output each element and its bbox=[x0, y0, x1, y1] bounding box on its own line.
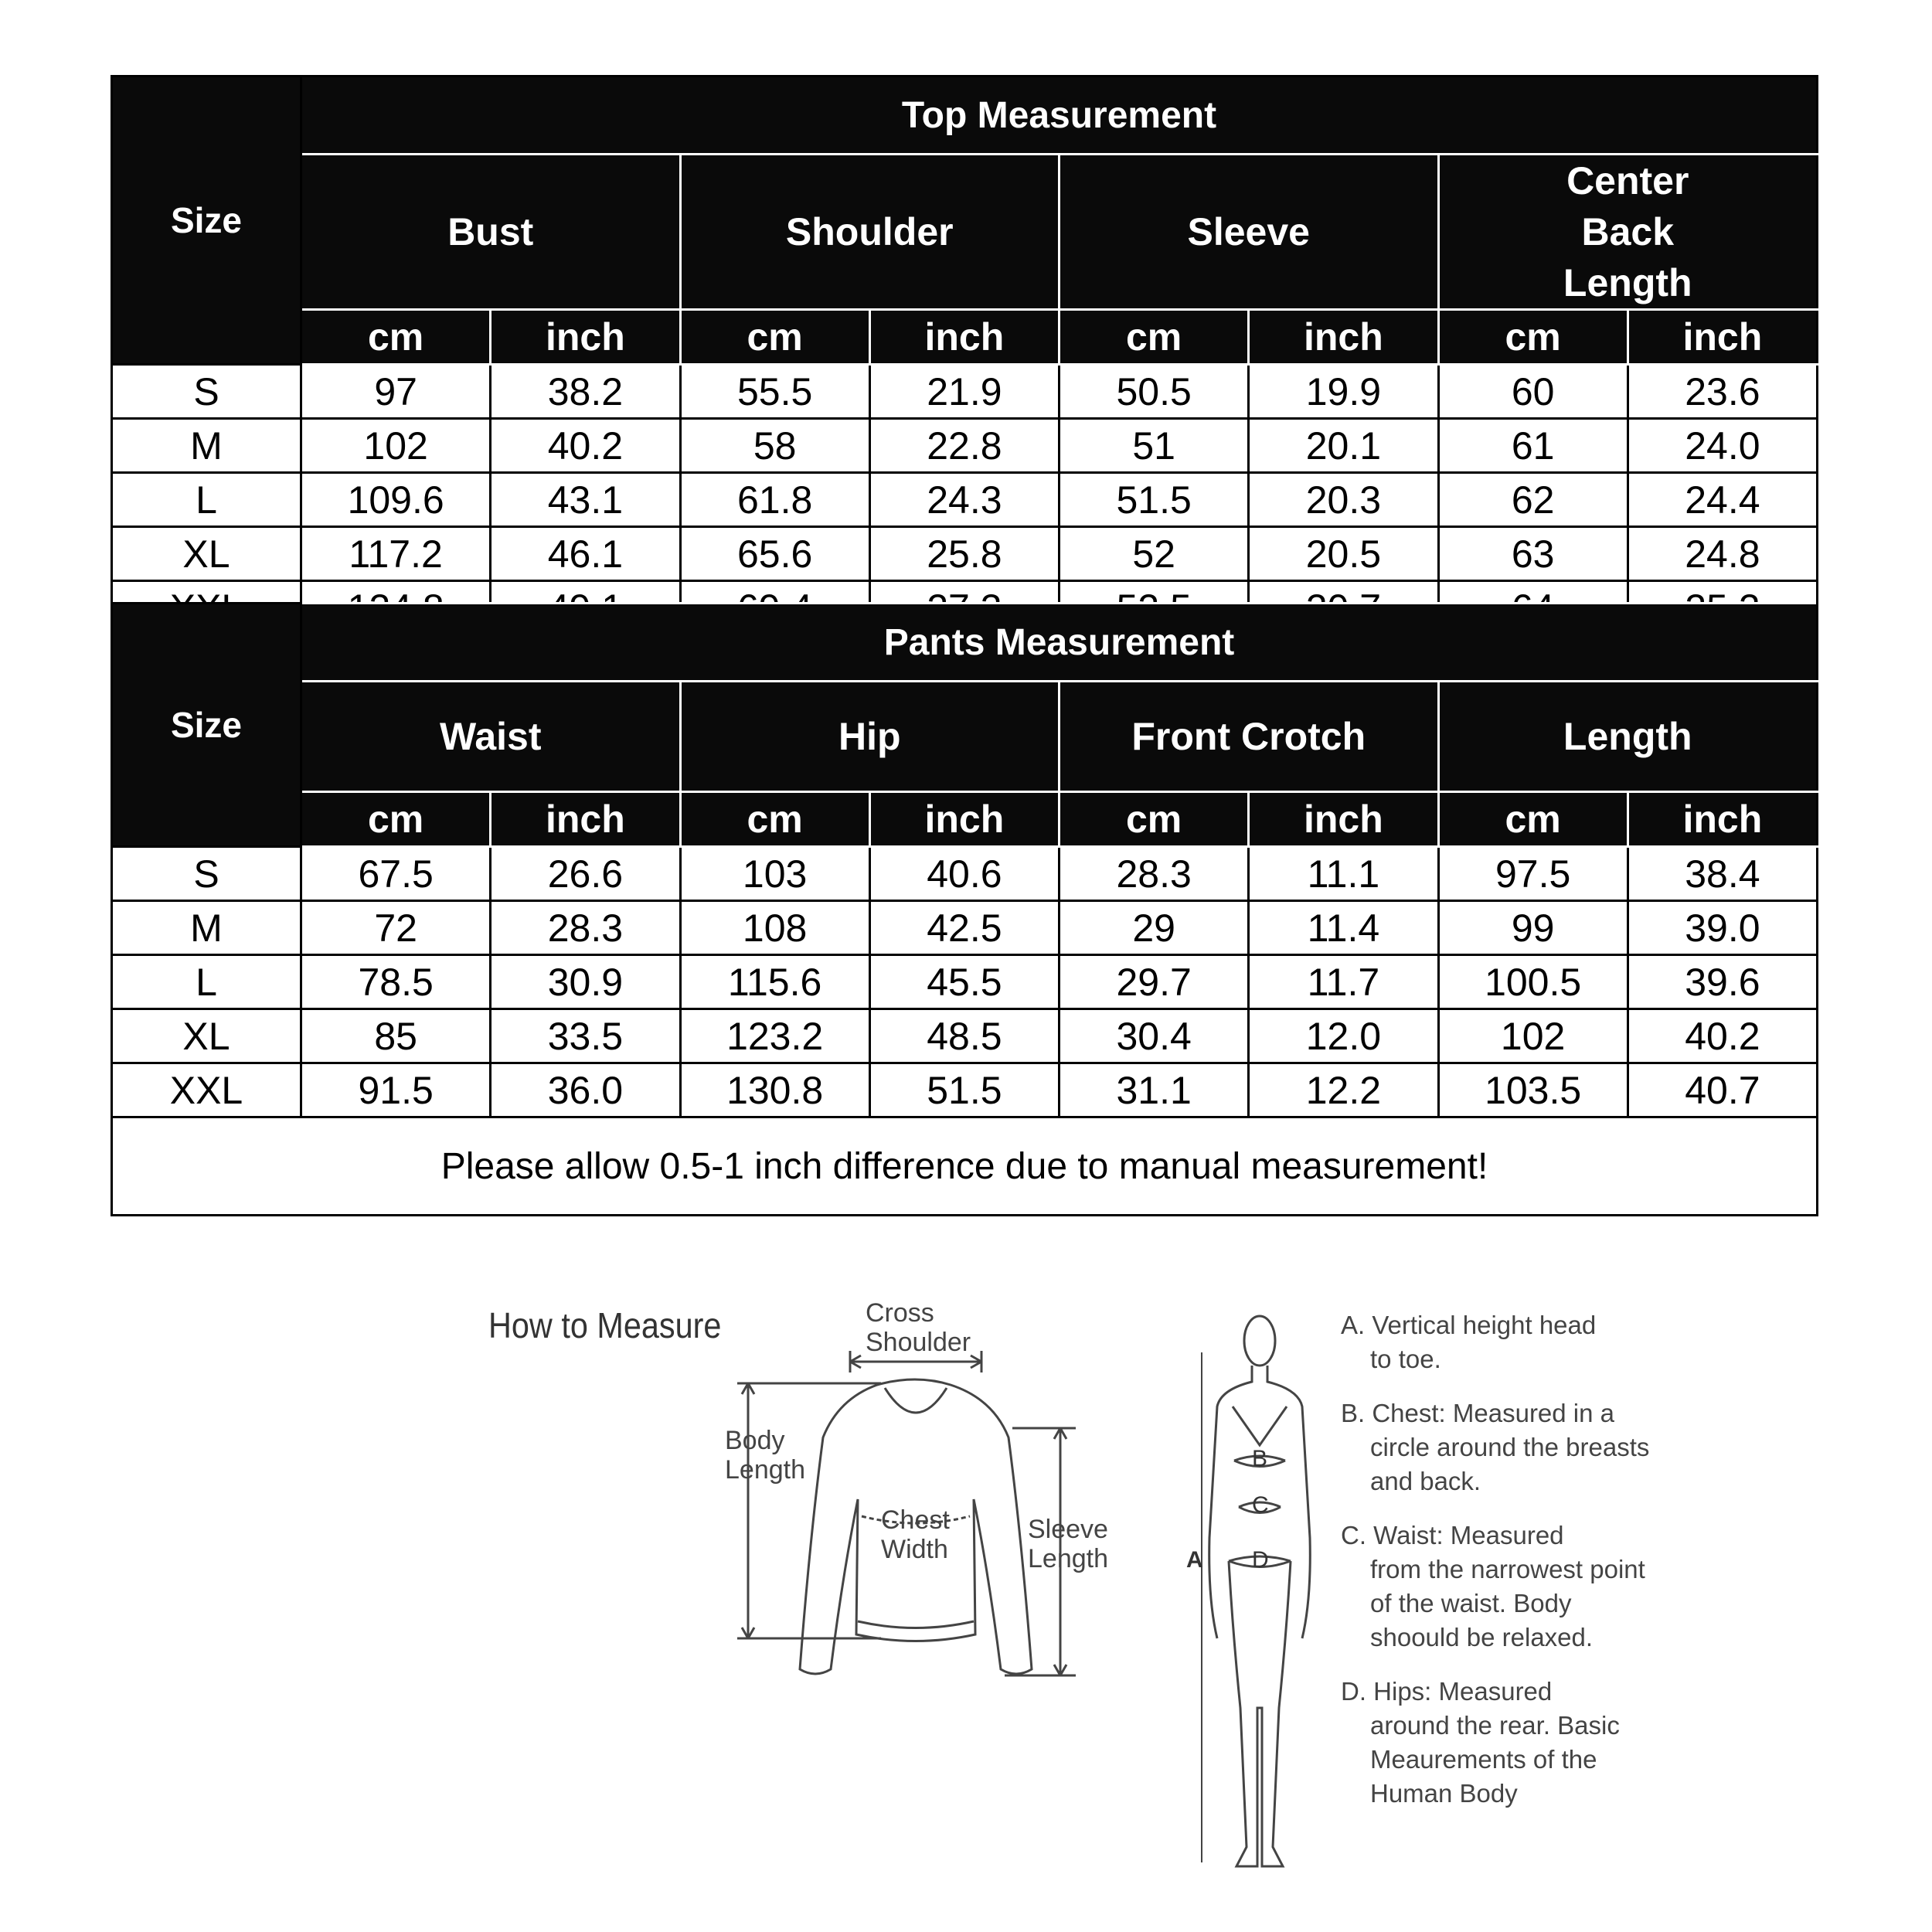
unit-cm: cm bbox=[301, 310, 491, 365]
value-cell: 20.5 bbox=[1249, 527, 1438, 581]
value-cell: 43.1 bbox=[491, 473, 680, 527]
value-cell: 46.1 bbox=[491, 527, 680, 581]
value-cell: 55.5 bbox=[680, 365, 869, 419]
value-cell: 99 bbox=[1438, 901, 1628, 955]
value-cell: 40.2 bbox=[1628, 1009, 1817, 1063]
body-marker-c: C bbox=[1252, 1492, 1269, 1518]
unit-inch: inch bbox=[1249, 310, 1438, 365]
value-cell: 12.0 bbox=[1249, 1009, 1438, 1063]
value-cell: 39.6 bbox=[1628, 955, 1817, 1009]
value-cell: 39.0 bbox=[1628, 901, 1817, 955]
value-cell: 22.8 bbox=[869, 419, 1059, 473]
value-cell: 30.9 bbox=[491, 955, 680, 1009]
value-cell: 38.2 bbox=[491, 365, 680, 419]
value-cell: 103 bbox=[680, 847, 869, 901]
chest-width-label: Chest Width bbox=[881, 1505, 950, 1564]
column-group-shoulder: Shoulder bbox=[680, 155, 1060, 310]
value-cell: 97.5 bbox=[1438, 847, 1628, 901]
size-cell: XXL bbox=[112, 1063, 301, 1117]
size-cell: M bbox=[112, 419, 301, 473]
unit-inch: inch bbox=[1628, 792, 1817, 847]
value-cell: 61 bbox=[1438, 419, 1628, 473]
legend-item-heading: D. Hips: Measured bbox=[1341, 1677, 1553, 1706]
table-row bbox=[112, 365, 1818, 419]
column-group-waist: Waist bbox=[301, 682, 681, 792]
table-row bbox=[112, 527, 1818, 581]
pants-table-body bbox=[112, 847, 1818, 1117]
unit-cm: cm bbox=[1438, 792, 1628, 847]
value-cell: 51.5 bbox=[1060, 473, 1249, 527]
table-row bbox=[112, 419, 1818, 473]
top-table-body bbox=[112, 365, 1818, 635]
value-cell: 72 bbox=[301, 901, 491, 955]
table-row bbox=[112, 847, 1818, 901]
legend-item-text: around the rear. Basic Meaurements of the Human Body bbox=[1370, 1711, 1620, 1808]
value-cell: 78.5 bbox=[301, 955, 491, 1009]
value-cell: 24.8 bbox=[1628, 527, 1817, 581]
value-cell: 48.5 bbox=[869, 1009, 1059, 1063]
value-cell: 51 bbox=[1060, 419, 1249, 473]
column-group-label: Center Back Length bbox=[1563, 159, 1692, 304]
column-group-front-crotch: Front Crotch bbox=[1060, 682, 1439, 792]
legend-item-heading: B. Chest: Measured in a bbox=[1341, 1399, 1615, 1427]
unit-inch: inch bbox=[869, 310, 1059, 365]
value-cell: 19.9 bbox=[1249, 365, 1438, 419]
value-cell: 24.0 bbox=[1628, 419, 1817, 473]
table-title: Top Measurement bbox=[301, 77, 1818, 155]
value-cell: 36.0 bbox=[491, 1063, 680, 1117]
value-cell: 20.3 bbox=[1249, 473, 1438, 527]
value-cell: 117.2 bbox=[301, 527, 491, 581]
value-cell: 42.5 bbox=[869, 901, 1059, 955]
body-marker-d: D bbox=[1252, 1547, 1269, 1573]
body-marker-b: B bbox=[1252, 1446, 1268, 1471]
size-cell: M bbox=[112, 901, 301, 955]
value-cell: 63 bbox=[1438, 527, 1628, 581]
unit-cm: cm bbox=[1060, 792, 1249, 847]
value-cell: 33.5 bbox=[491, 1009, 680, 1063]
sleeve-length-label: Sleeve Length bbox=[1028, 1515, 1108, 1573]
value-cell: 21.9 bbox=[869, 365, 1059, 419]
unit-cm: cm bbox=[680, 792, 869, 847]
cross-shoulder-label: Cross Shoulder bbox=[866, 1298, 971, 1357]
body-length-label: Body Length bbox=[725, 1426, 805, 1485]
value-cell: 11.4 bbox=[1249, 901, 1438, 955]
column-group-bust: Bust bbox=[301, 155, 681, 310]
unit-inch: inch bbox=[869, 792, 1059, 847]
size-cell: L bbox=[112, 955, 301, 1009]
value-cell: 26.6 bbox=[491, 847, 680, 901]
size-cell: S bbox=[112, 847, 301, 901]
value-cell: 51.5 bbox=[869, 1063, 1059, 1117]
legend-item-heading: C. Waist: Measured bbox=[1341, 1521, 1564, 1549]
value-cell: 97 bbox=[301, 365, 491, 419]
value-cell: 91.5 bbox=[301, 1063, 491, 1117]
table-row bbox=[112, 955, 1818, 1009]
size-cell: XL bbox=[112, 527, 301, 581]
how-to-measure-title: How to Measure bbox=[488, 1305, 722, 1345]
human-body-diagram bbox=[1186, 1306, 1333, 1886]
unit-inch: inch bbox=[1628, 310, 1817, 365]
unit-cm: cm bbox=[1438, 310, 1628, 365]
column-group-hip: Hip bbox=[680, 682, 1060, 792]
value-cell: 38.4 bbox=[1628, 847, 1817, 901]
legend-item-text: from the narrowest point of the waist. Body shoould be relaxed. bbox=[1370, 1555, 1645, 1651]
pants-measurement-table bbox=[111, 602, 1818, 1216]
garment-diagram bbox=[726, 1345, 1097, 1700]
value-cell: 29 bbox=[1060, 901, 1249, 955]
value-cell: 61.8 bbox=[680, 473, 869, 527]
unit-inch: inch bbox=[491, 310, 680, 365]
value-cell: 31.1 bbox=[1060, 1063, 1249, 1117]
value-cell: 28.3 bbox=[1060, 847, 1249, 901]
table-row bbox=[112, 901, 1818, 955]
size-cell: S bbox=[112, 365, 301, 419]
value-cell: 109.6 bbox=[301, 473, 491, 527]
value-cell: 100.5 bbox=[1438, 955, 1628, 1009]
value-cell: 102 bbox=[1438, 1009, 1628, 1063]
value-cell: 52 bbox=[1060, 527, 1249, 581]
value-cell: 40.2 bbox=[491, 419, 680, 473]
legend-item bbox=[1341, 1396, 1665, 1498]
measurement-legend bbox=[1341, 1308, 1665, 1831]
value-cell: 24.3 bbox=[869, 473, 1059, 527]
size-cell: L bbox=[112, 473, 301, 527]
size-cell: XL bbox=[112, 1009, 301, 1063]
value-cell: 103.5 bbox=[1438, 1063, 1628, 1117]
value-cell: 24.4 bbox=[1628, 473, 1817, 527]
value-cell: 50.5 bbox=[1060, 365, 1249, 419]
unit-inch: inch bbox=[491, 792, 680, 847]
table-row bbox=[112, 1009, 1818, 1063]
body-marker-a: A bbox=[1186, 1547, 1203, 1573]
value-cell: 23.6 bbox=[1628, 365, 1817, 419]
value-cell: 130.8 bbox=[680, 1063, 869, 1117]
legend-item bbox=[1341, 1308, 1665, 1376]
unit-inch: inch bbox=[1249, 792, 1438, 847]
legend-item-text: to toe. bbox=[1370, 1345, 1441, 1373]
value-cell: 11.7 bbox=[1249, 955, 1438, 1009]
legend-item-text: circle around the breasts and back. bbox=[1370, 1433, 1650, 1495]
value-cell: 115.6 bbox=[680, 955, 869, 1009]
value-cell: 60 bbox=[1438, 365, 1628, 419]
value-cell: 12.2 bbox=[1249, 1063, 1438, 1117]
value-cell: 30.4 bbox=[1060, 1009, 1249, 1063]
value-cell: 28.3 bbox=[491, 901, 680, 955]
value-cell: 29.7 bbox=[1060, 955, 1249, 1009]
legend-item bbox=[1341, 1675, 1665, 1811]
value-cell: 11.1 bbox=[1249, 847, 1438, 901]
value-cell: 85 bbox=[301, 1009, 491, 1063]
value-cell: 40.6 bbox=[869, 847, 1059, 901]
measurement-note: Please allow 0.5-1 inch difference due to manual measurement! bbox=[112, 1117, 1818, 1216]
value-cell: 40.7 bbox=[1628, 1063, 1817, 1117]
value-cell: 25.8 bbox=[869, 527, 1059, 581]
value-cell: 20.1 bbox=[1249, 419, 1438, 473]
table-title: Pants Measurement bbox=[301, 604, 1818, 682]
value-cell: 45.5 bbox=[869, 955, 1059, 1009]
value-cell: 108 bbox=[680, 901, 869, 955]
top-measurement-table bbox=[111, 75, 1818, 636]
table-row bbox=[112, 1063, 1818, 1117]
value-cell: 102 bbox=[301, 419, 491, 473]
value-cell: 58 bbox=[680, 419, 869, 473]
legend-item bbox=[1341, 1519, 1665, 1655]
size-header: Size bbox=[112, 604, 301, 847]
value-cell: 67.5 bbox=[301, 847, 491, 901]
value-cell: 123.2 bbox=[680, 1009, 869, 1063]
unit-cm: cm bbox=[301, 792, 491, 847]
unit-cm: cm bbox=[1060, 310, 1249, 365]
column-group-center-back-length bbox=[1438, 155, 1818, 310]
value-cell: 62 bbox=[1438, 473, 1628, 527]
table-row bbox=[112, 473, 1818, 527]
value-cell: 65.6 bbox=[680, 527, 869, 581]
column-group-length: Length bbox=[1438, 682, 1818, 792]
unit-cm: cm bbox=[680, 310, 869, 365]
column-group-sleeve: Sleeve bbox=[1060, 155, 1439, 310]
legend-item-heading: A. Vertical height head bbox=[1341, 1311, 1597, 1339]
size-header: Size bbox=[112, 77, 301, 365]
